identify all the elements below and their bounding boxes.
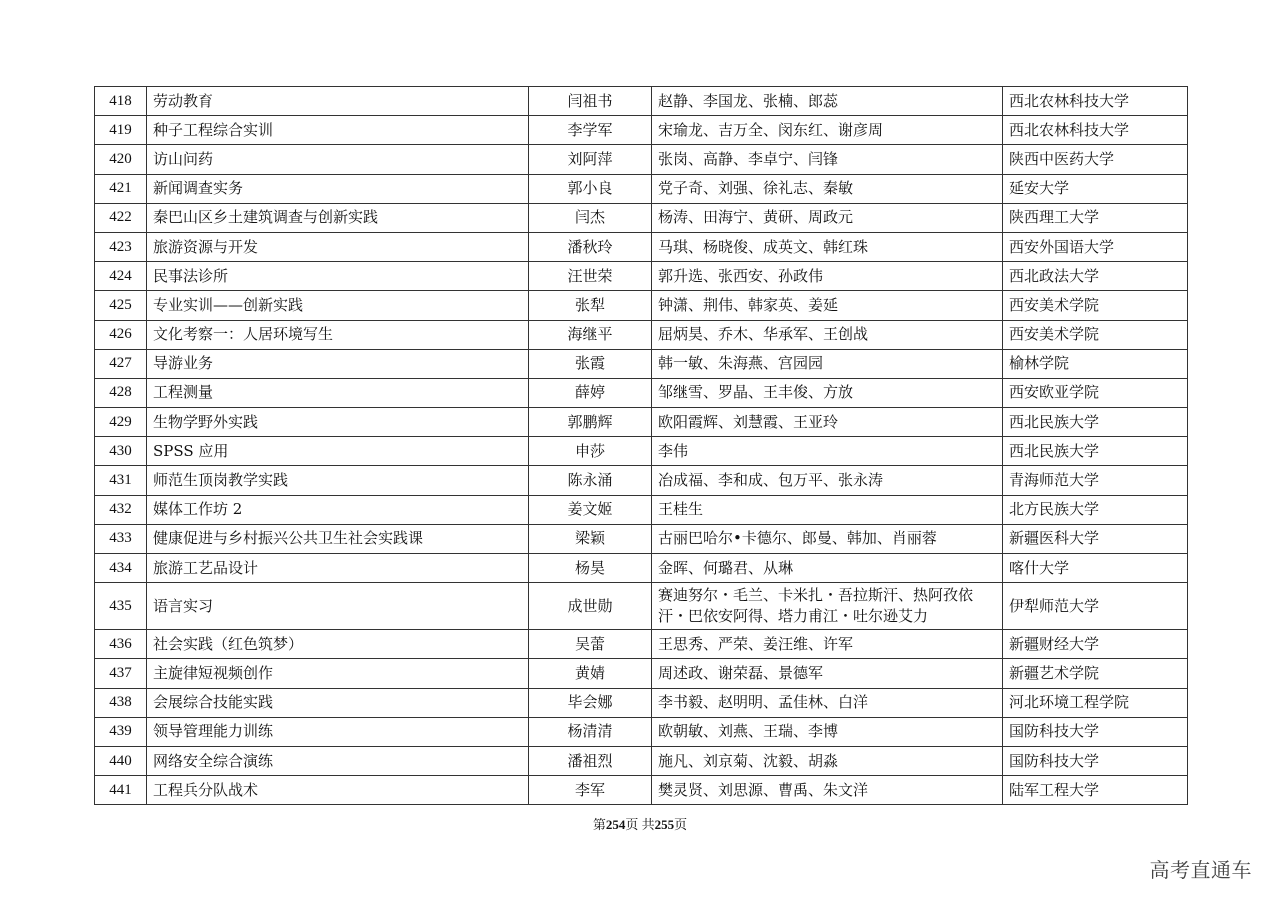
team-members: 杨涛、田海宁、黄研、周政元 (652, 203, 1003, 232)
course-name: 民事法诊所 (147, 262, 529, 291)
table-row (95, 262, 1188, 291)
course-lead: 郭鹏辉 (529, 408, 652, 437)
team-members: 周述政、谢荣磊、景德军 (652, 659, 1003, 688)
row-number: 421 (95, 174, 147, 203)
course-name: 师范生顶岗教学实践 (147, 466, 529, 495)
school-name: 西北农林科技大学 (1003, 116, 1188, 145)
table-row (95, 378, 1188, 407)
school-name: 西安美术学院 (1003, 291, 1188, 320)
course-table-body (95, 87, 1188, 805)
team-members: 金晖、何璐君、从琳 (652, 554, 1003, 583)
course-lead: 潘秋玲 (529, 232, 652, 261)
table-row (95, 291, 1188, 320)
row-number: 433 (95, 524, 147, 553)
school-name: 新疆医科大学 (1003, 524, 1188, 553)
course-lead: 汪世荣 (529, 262, 652, 291)
team-members: 樊灵贤、刘思源、曹禹、朱文洋 (652, 776, 1003, 805)
row-number: 419 (95, 116, 147, 145)
row-number: 429 (95, 408, 147, 437)
school-name: 陆军工程大学 (1003, 776, 1188, 805)
school-name: 延安大学 (1003, 174, 1188, 203)
school-name: 西安外国语大学 (1003, 232, 1188, 261)
table-row (95, 232, 1188, 261)
team-members: 党子奇、刘强、徐礼志、秦敏 (652, 174, 1003, 203)
school-name: 新疆财经大学 (1003, 630, 1188, 659)
course-name: 种子工程综合实训 (147, 116, 529, 145)
course-lead: 薛婷 (529, 378, 652, 407)
page-label-middle: 页 共 (625, 817, 655, 832)
course-lead: 闫祖书 (529, 87, 652, 116)
course-lead: 潘祖烈 (529, 746, 652, 775)
row-number: 424 (95, 262, 147, 291)
course-name: 媒体工作坊 2 (147, 495, 529, 524)
team-members: 张岗、高静、李卓宁、闫锋 (652, 145, 1003, 174)
course-lead: 闫杰 (529, 203, 652, 232)
course-lead: 李军 (529, 776, 652, 805)
watermark: 高考直通车 (1149, 858, 1252, 882)
table-row (95, 746, 1188, 775)
course-name: 社会实践（红色筑梦） (147, 630, 529, 659)
course-name: 生物学野外实践 (147, 408, 529, 437)
team-members: 邹继雪、罗晶、王丰俊、方放 (652, 378, 1003, 407)
course-name: 会展综合技能实践 (147, 688, 529, 717)
row-number: 439 (95, 717, 147, 746)
school-name: 西北政法大学 (1003, 262, 1188, 291)
team-members: 王思秀、严荣、姜汪维、许军 (652, 630, 1003, 659)
course-lead: 张霞 (529, 349, 652, 378)
row-number: 428 (95, 378, 147, 407)
school-name: 国防科技大学 (1003, 717, 1188, 746)
course-lead: 梁颖 (529, 524, 652, 553)
page-label-suffix: 页 (674, 817, 688, 832)
school-name: 榆林学院 (1003, 349, 1188, 378)
row-number: 440 (95, 746, 147, 775)
school-name: 陕西中医药大学 (1003, 145, 1188, 174)
team-members: 欧阳霞辉、刘慧霞、王亚玲 (652, 408, 1003, 437)
row-number: 426 (95, 320, 147, 349)
table-row (95, 524, 1188, 553)
row-number: 441 (95, 776, 147, 805)
course-lead: 申莎 (529, 437, 652, 466)
team-members: 韩一敏、朱海燕、宫园园 (652, 349, 1003, 378)
table-row (95, 554, 1188, 583)
course-lead: 李学军 (529, 116, 652, 145)
course-lead: 姜文姬 (529, 495, 652, 524)
row-number: 435 (95, 583, 147, 630)
row-number: 434 (95, 554, 147, 583)
row-number: 431 (95, 466, 147, 495)
row-number: 422 (95, 203, 147, 232)
school-name: 喀什大学 (1003, 554, 1188, 583)
team-members: 施凡、刘京菊、沈毅、胡淼 (652, 746, 1003, 775)
course-lead: 毕会娜 (529, 688, 652, 717)
table-row (95, 174, 1188, 203)
team-members: 赵静、李国龙、张楠、郎蕊 (652, 87, 1003, 116)
course-lead: 张犁 (529, 291, 652, 320)
team-members: 古丽巴哈尔•卡德尔、郎曼、韩加、肖丽蓉 (652, 524, 1003, 553)
school-name: 西北农林科技大学 (1003, 87, 1188, 116)
course-name: 工程兵分队战术 (147, 776, 529, 805)
total-page-number: 255 (654, 817, 675, 832)
page-footer (0, 814, 1280, 833)
course-name: 网络安全综合演练 (147, 746, 529, 775)
course-lead: 郭小良 (529, 174, 652, 203)
table-row (95, 203, 1188, 232)
course-name: SPSS 应用 (147, 437, 529, 466)
school-name: 西北民族大学 (1003, 437, 1188, 466)
row-number: 425 (95, 291, 147, 320)
row-number: 432 (95, 495, 147, 524)
team-members: 欧朝敏、刘燕、王瑞、李博 (652, 717, 1003, 746)
course-lead: 杨昊 (529, 554, 652, 583)
course-name: 导游业务 (147, 349, 529, 378)
course-name: 领导管理能力训练 (147, 717, 529, 746)
row-number: 418 (95, 87, 147, 116)
course-name: 文化考察一：人居环境写生 (147, 320, 529, 349)
page-label-prefix: 第 (592, 817, 606, 832)
row-number: 427 (95, 349, 147, 378)
table-row (95, 583, 1188, 630)
current-page-number: 254 (605, 817, 626, 832)
school-name: 国防科技大学 (1003, 746, 1188, 775)
course-lead: 刘阿萍 (529, 145, 652, 174)
school-name: 西安美术学院 (1003, 320, 1188, 349)
row-number: 438 (95, 688, 147, 717)
school-name: 西安欧亚学院 (1003, 378, 1188, 407)
school-name: 陕西理工大学 (1003, 203, 1188, 232)
school-name: 河北环境工程学院 (1003, 688, 1188, 717)
course-name: 新闻调查实务 (147, 174, 529, 203)
course-lead: 陈永涌 (529, 466, 652, 495)
school-name: 伊犁师范大学 (1003, 583, 1188, 630)
table-row (95, 776, 1188, 805)
course-lead: 吴蕾 (529, 630, 652, 659)
team-members: 李伟 (652, 437, 1003, 466)
school-name: 新疆艺术学院 (1003, 659, 1188, 688)
course-name: 旅游工艺品设计 (147, 554, 529, 583)
table-row (95, 320, 1188, 349)
course-lead: 成世勋 (529, 583, 652, 630)
table-row (95, 116, 1188, 145)
table-row (95, 630, 1188, 659)
team-members: 郭升选、张西安、孙政伟 (652, 262, 1003, 291)
team-members: 马琪、杨晓俊、成英文、韩红珠 (652, 232, 1003, 261)
team-members: 王桂生 (652, 495, 1003, 524)
table-row (95, 145, 1188, 174)
course-lead: 海继平 (529, 320, 652, 349)
course-name: 访山问药 (147, 145, 529, 174)
course-name: 工程测量 (147, 378, 529, 407)
course-name: 健康促进与乡村振兴公共卫生社会实践课 (147, 524, 529, 553)
course-name: 主旋律短视频创作 (147, 659, 529, 688)
team-members: 宋瑜龙、吉万全、闵东红、谢彦周 (652, 116, 1003, 145)
school-name: 北方民族大学 (1003, 495, 1188, 524)
course-name: 专业实训——创新实践 (147, 291, 529, 320)
table-row (95, 437, 1188, 466)
table-row (95, 495, 1188, 524)
table-row (95, 717, 1188, 746)
table-row (95, 466, 1188, 495)
school-name: 青海师范大学 (1003, 466, 1188, 495)
course-name: 语言实习 (147, 583, 529, 630)
row-number: 437 (95, 659, 147, 688)
table-row (95, 349, 1188, 378)
course-table (94, 86, 1188, 805)
row-number: 436 (95, 630, 147, 659)
table-row (95, 408, 1188, 437)
table-row (95, 688, 1188, 717)
course-lead: 黄婧 (529, 659, 652, 688)
row-number: 423 (95, 232, 147, 261)
team-members: 屈炳昊、乔木、华承军、王创战 (652, 320, 1003, 349)
row-number: 430 (95, 437, 147, 466)
course-name: 劳动教育 (147, 87, 529, 116)
school-name: 西北民族大学 (1003, 408, 1188, 437)
team-members: 赛迪努尔・毛兰、卡米扎・吾拉斯汗、热阿孜依汗・巴依安阿得、塔力甫江・吐尔逊艾力 (652, 583, 1003, 630)
course-name: 秦巴山区乡土建筑调查与创新实践 (147, 203, 529, 232)
course-lead: 杨清清 (529, 717, 652, 746)
team-members: 李书毅、赵明明、孟佳林、白洋 (652, 688, 1003, 717)
course-name: 旅游资源与开发 (147, 232, 529, 261)
team-members: 钟潇、荆伟、韩家英、姜延 (652, 291, 1003, 320)
table-row (95, 87, 1188, 116)
row-number: 420 (95, 145, 147, 174)
team-members: 冶成福、李和成、包万平、张永涛 (652, 466, 1003, 495)
table-row (95, 659, 1188, 688)
